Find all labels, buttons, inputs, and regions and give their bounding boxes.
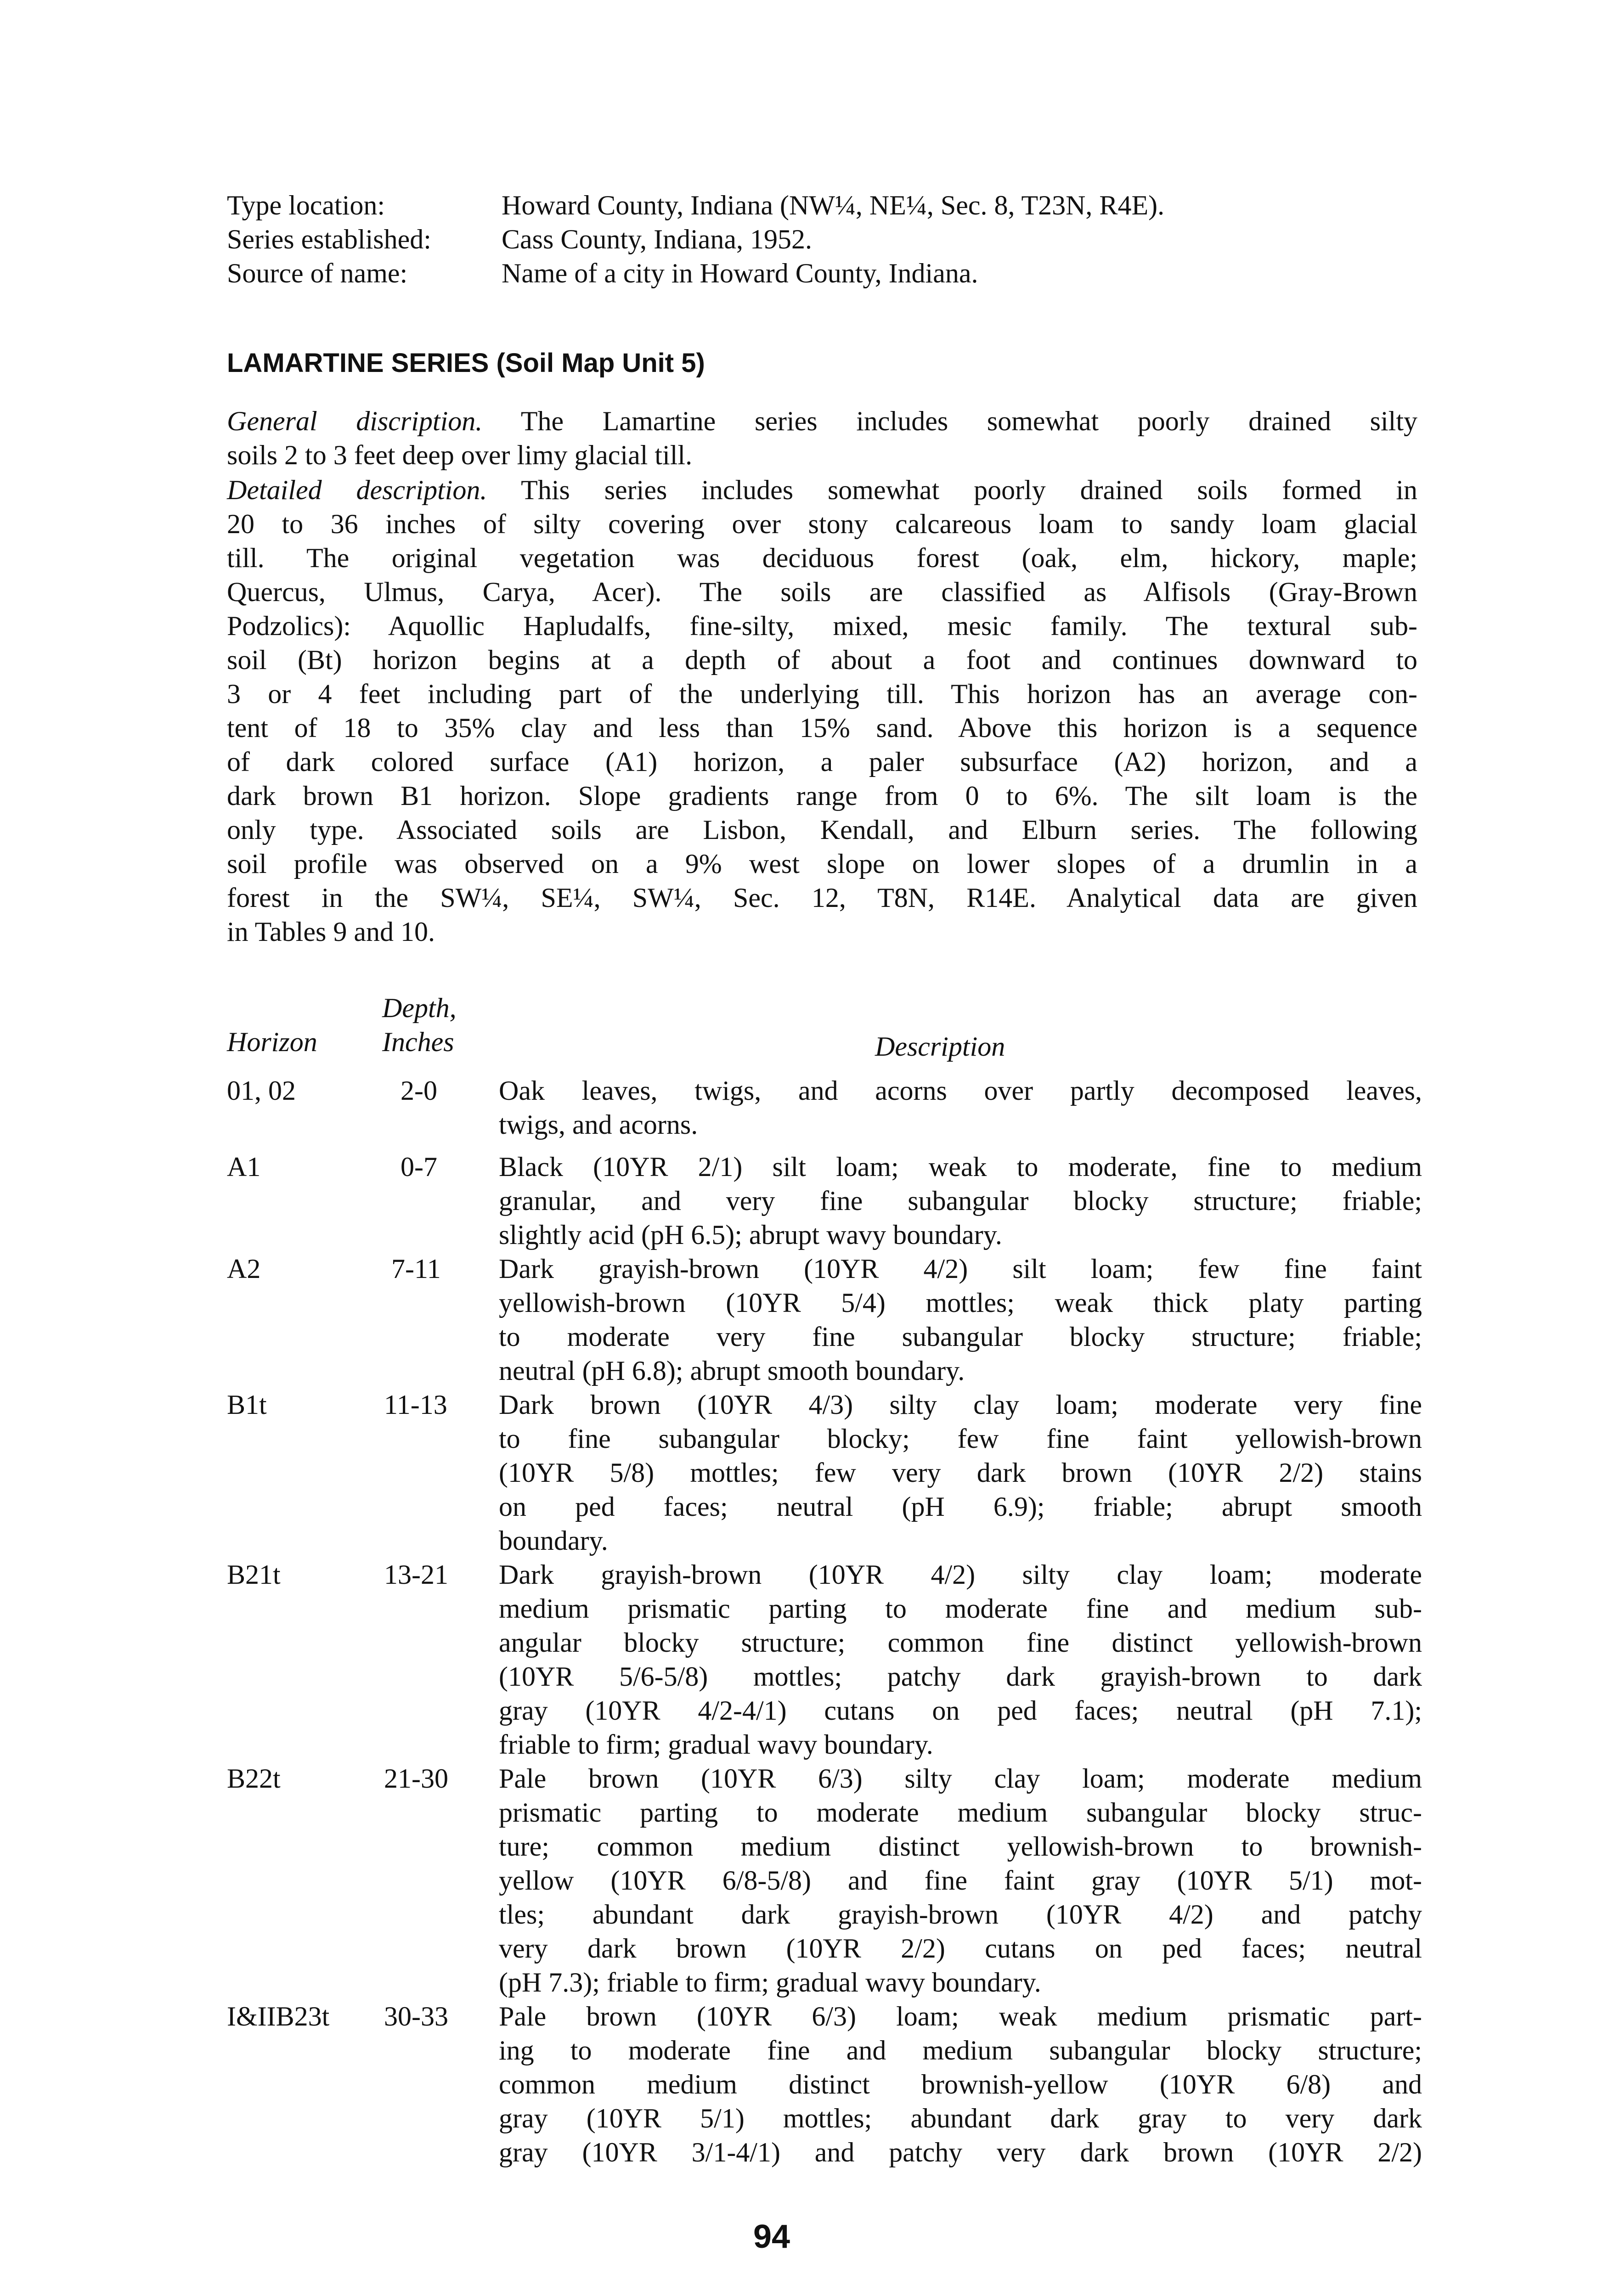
description-line: Dark brown (10YR 4/3) silty clay loam; moderate very fine	[499, 1390, 1422, 1420]
detailed-line: Quercus, Ulmus, Carya, Acer). The soils are classified as Alfisols (Gray-Brown	[227, 577, 1417, 607]
description-line: ture; common medium distinct yellowish-brown to brownish-	[499, 1831, 1422, 1862]
depth-cell: 30-33	[384, 2001, 448, 2032]
description-line: Dark grayish-brown (10YR 4/2) silt loam; few fine faint	[499, 1254, 1422, 1284]
description-line: gray (10YR 3/1-4/1) and patchy very dark brown (10YR 2/2)	[499, 2137, 1422, 2167]
description-line: (10YR 5/6-5/8) mottles; patchy dark grayish-brown to dark	[499, 1661, 1422, 1692]
info-label: Type location:	[227, 190, 385, 220]
description-line: medium prismatic parting to moderate fine and medium sub-	[499, 1593, 1422, 1624]
description-cell	[499, 1558, 1422, 1761]
description-line: ing to moderate fine and medium subangular blocky structure;	[499, 2035, 1422, 2065]
section-title: LAMARTINE SERIES (Soil Map Unit 5)	[227, 348, 705, 378]
depth-header: Depth,	[382, 993, 457, 1023]
general-line: soils 2 to 3 feet deep over limy glacial till.	[227, 440, 693, 470]
description-line: twigs, and acorns.	[499, 1109, 698, 1140]
depth-cell: 7-11	[391, 1254, 441, 1284]
depth-cell: 2-0	[401, 1075, 437, 1106]
horizon-cell: A1	[227, 1152, 261, 1182]
description-line: common medium distinct brownish-yellow (10YR 6/8) and	[499, 2069, 1422, 2099]
detailed-label: Detailed description.	[227, 475, 487, 505]
detailed-line: Podzolics): Aquollic Hapludalfs, fine-silty, mixed, mesic family. The textural sub-	[227, 611, 1417, 641]
description-line: Black (10YR 2/1) silt loam; weak to moderate, fine to medium	[499, 1152, 1422, 1182]
description-line: gray (10YR 5/1) mottles; abundant dark gray to very dark	[499, 2103, 1422, 2133]
horizon-cell: B21t	[227, 1559, 281, 1590]
description-cell	[499, 1150, 1422, 1252]
detailed-description	[227, 473, 1417, 949]
depth-cell: 11-13	[384, 1390, 447, 1420]
detailed-line: soil (Bt) horizon begins at a depth of about a foot and continues downward to	[227, 645, 1417, 675]
depth-header: Inches	[382, 1027, 454, 1057]
detailed-line: dark brown B1 horizon. Slope gradients range from 0 to 6%. The silt loam is the	[227, 781, 1417, 811]
description-line: (10YR 5/8) mottles; few very dark brown (10YR 2/2) stains	[499, 1458, 1422, 1488]
description-line: granular, and very fine subangular blocky structure; friable;	[499, 1186, 1422, 1216]
depth-cell: 0-7	[401, 1152, 437, 1182]
description-line: friable to firm; gradual wavy boundary.	[499, 1729, 933, 1760]
description-line: Dark grayish-brown (10YR 4/2) silty clay loam; moderate	[499, 1559, 1422, 1590]
detailed-line: tent of 18 to 35% clay and less than 15% sand. Above this horizon is a sequence	[227, 713, 1417, 743]
info-value: Name of a city in Howard County, Indiana.	[502, 258, 978, 288]
description-line: tles; abundant dark grayish-brown (10YR 4/2) and patchy	[499, 1899, 1422, 1930]
general-line: The Lamartine series includes somewhat poorly drained silty	[482, 406, 1417, 436]
description-line: to fine subangular blocky; few fine faint yellowish-brown	[499, 1424, 1422, 1454]
detailed-line: forest in the SW¼, SE¼, SW¼, Sec. 12, T8N, R14E. Analytical data are given	[227, 883, 1417, 913]
description-header: Description	[875, 1031, 1005, 1062]
detailed-line: soil profile was observed on a 9% west slope on lower slopes of a drumlin in a	[227, 849, 1417, 879]
detailed-line: of dark colored surface (A1) horizon, a paler subsurface (A2) horizon, and a	[227, 747, 1417, 777]
horizon-header: Horizon	[227, 1027, 317, 1057]
depth-cell: 21-30	[384, 1763, 448, 1794]
description-line: Pale brown (10YR 6/3) silty clay loam; moderate medium	[499, 1763, 1422, 1794]
description-line: on ped faces; neutral (pH 6.9); friable; abrupt smooth	[499, 1491, 1422, 1522]
description-cell	[499, 1388, 1422, 1558]
detailed-line: 3 or 4 feet including part of the underlying till. This horizon has an average con-	[227, 679, 1417, 709]
detailed-line: in Tables 9 and 10.	[227, 917, 435, 947]
description-line: prismatic parting to moderate medium subangular blocky struc-	[499, 1797, 1422, 1828]
detailed-line: This series includes somewhat poorly drained soils formed in	[487, 475, 1417, 505]
horizon-cell: B1t	[227, 1390, 267, 1420]
info-label: Series established:	[227, 224, 431, 254]
description-line: (pH 7.3); friable to firm; gradual wavy boundary.	[499, 1967, 1041, 1998]
depth-cell: 13-21	[384, 1559, 448, 1590]
general-label: General discription.	[227, 406, 483, 436]
description-line: Pale brown (10YR 6/3) loam; weak medium prismatic part-	[499, 2001, 1422, 2032]
detailed-line: 20 to 36 inches of silty covering over stony calcareous loam to sandy loam glacial	[227, 509, 1417, 539]
description-cell	[499, 1761, 1422, 1999]
description-line: gray (10YR 4/2-4/1) cutans on ped faces; neutral (pH 7.1);	[499, 1695, 1422, 1726]
description-line: very dark brown (10YR 2/2) cutans on ped faces; neutral	[499, 1933, 1422, 1964]
description-line: yellowish-brown (10YR 5/4) mottles; weak thick platy parting	[499, 1288, 1422, 1318]
horizon-cell: I&IIB23t	[227, 2001, 330, 2032]
description-line: angular blocky structure; common fine distinct yellowish-brown	[499, 1627, 1422, 1658]
info-label: Source of name:	[227, 258, 408, 288]
info-value: Cass County, Indiana, 1952.	[502, 224, 813, 254]
description-line: slightly acid (pH 6.5); abrupt wavy boundary.	[499, 1220, 1002, 1250]
description-cell	[499, 1999, 1422, 2169]
horizon-cell: 01, 02	[227, 1075, 296, 1106]
description-line: to moderate very fine subangular blocky structure; friable;	[499, 1322, 1422, 1352]
horizon-cell: A2	[227, 1254, 261, 1284]
general-description	[227, 404, 1417, 472]
detailed-line: till. The original vegetation was deciduous forest (oak, elm, hickory, maple;	[227, 543, 1417, 573]
detailed-line: only type. Associated soils are Lisbon, Kendall, and Elburn series. The following	[227, 815, 1417, 845]
info-value: Howard County, Indiana (NW¼, NE¼, Sec. 8, T23N, R4E).	[502, 190, 1165, 220]
description-line: yellow (10YR 6/8-5/8) and fine faint gray (10YR 5/1) mot-	[499, 1865, 1422, 1896]
description-cell	[499, 1252, 1422, 1388]
description-line: neutral (pH 6.8); abrupt smooth boundary.	[499, 1356, 965, 1386]
horizon-cell: B22t	[227, 1763, 281, 1794]
page-number: 94	[753, 2218, 790, 2255]
description-line: boundary.	[499, 1525, 608, 1556]
description-cell	[499, 1074, 1422, 1142]
description-line: Oak leaves, twigs, and acorns over partly decomposed leaves,	[499, 1075, 1422, 1106]
